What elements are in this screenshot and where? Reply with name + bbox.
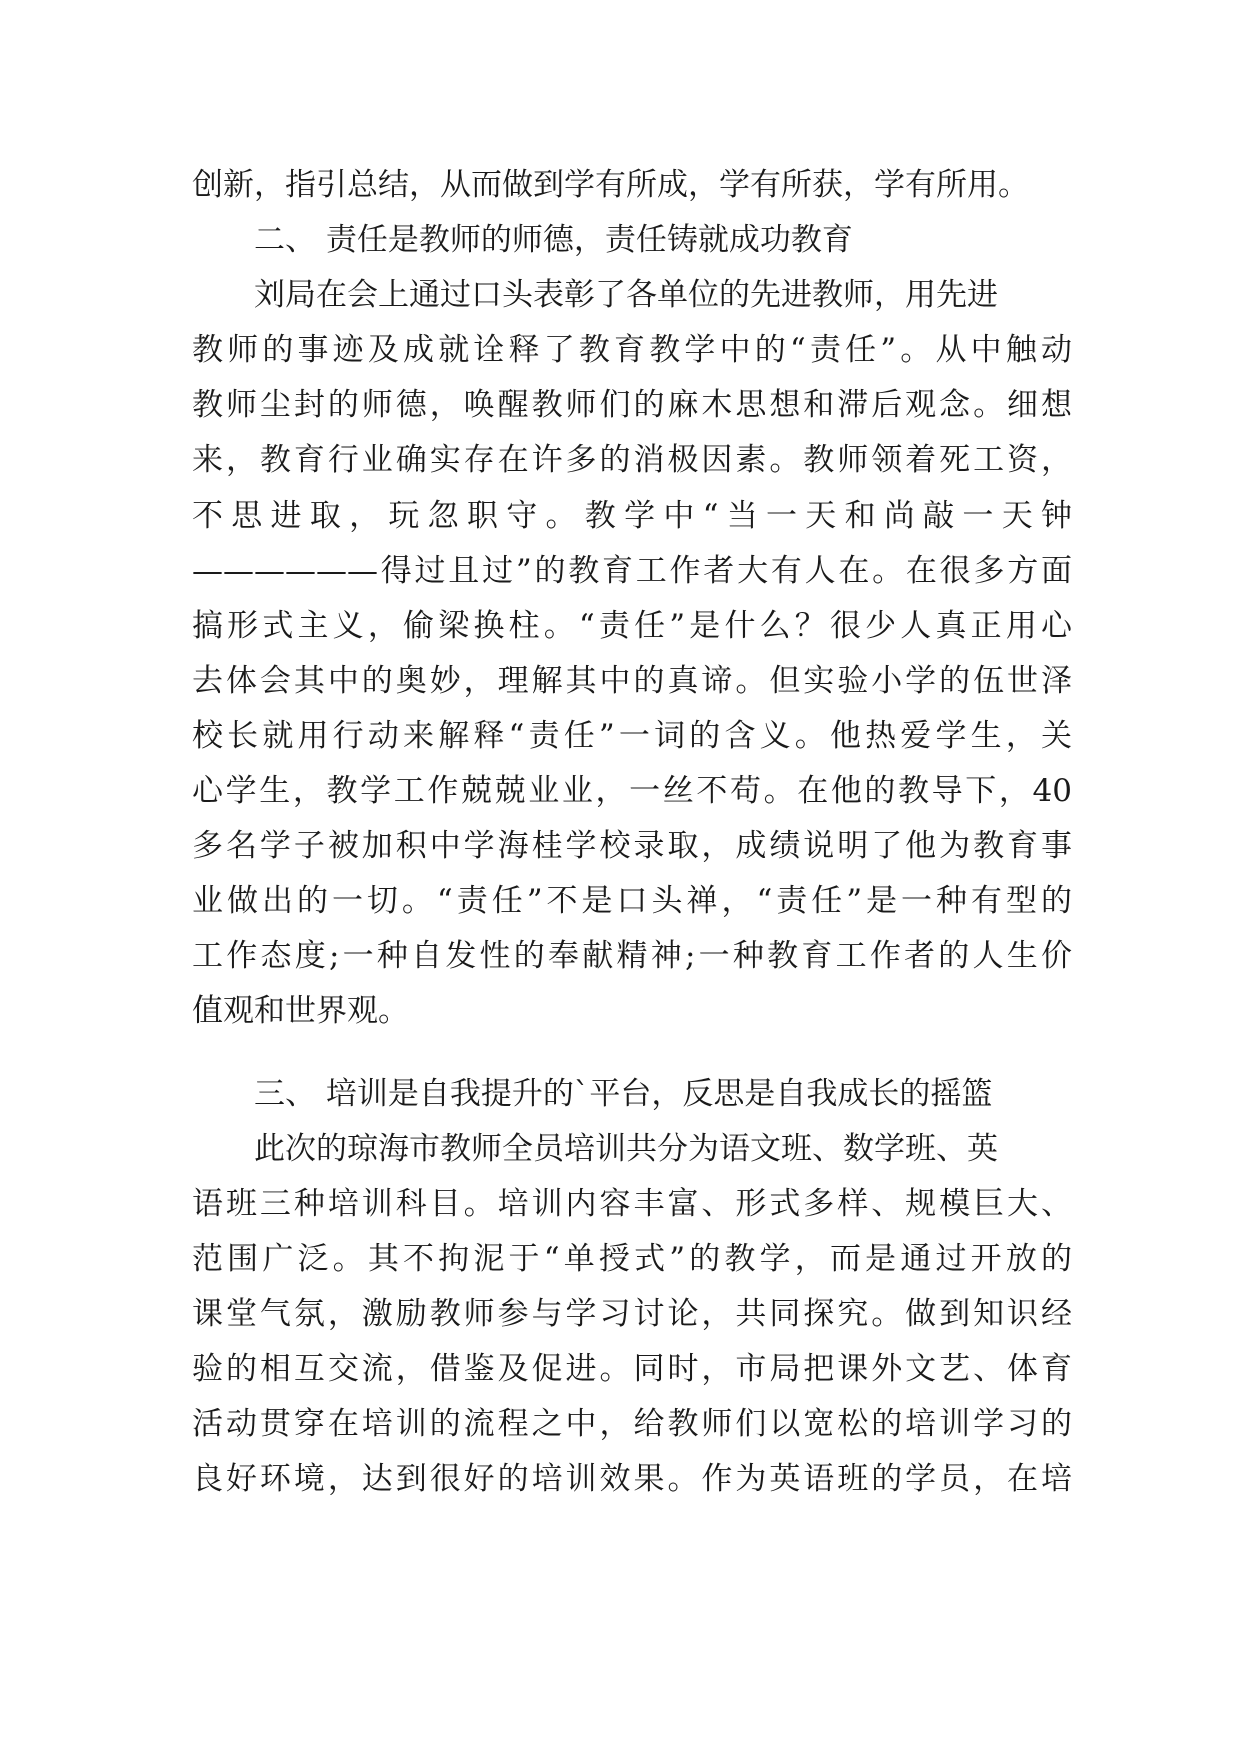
text-line: 搞形式主义，偷梁换柱。“责任”是什么？很少人真正用心	[192, 607, 1072, 644]
text-line: 范围广泛。其不拘泥于“单授式”的教学，而是通过开放的	[192, 1240, 1072, 1277]
text-line: 语班三种培训科目。培训内容丰富、形式多样、规模巨大、	[192, 1185, 1072, 1222]
text-line: 值观和世界观。	[192, 993, 409, 1030]
text-line: 工作态度;一种自发性的奉献精神;一种教育工作者的人生价	[192, 938, 1072, 975]
section-heading: 三、 培训是自我提升的`平台，反思是自我成长的摇篮	[254, 1075, 993, 1112]
text-line: 验的相互交流，借鉴及促进。同时，市局把课外文艺、体育	[192, 1350, 1072, 1387]
text-line: 不思进取，玩忽职守。教学中“当一天和尚敲一天钟	[192, 497, 1072, 534]
text-line: 业做出的一切。“责任”不是口头禅，“责任”是一种有型的	[192, 883, 1072, 920]
document-body	[192, 158, 1072, 1507]
text-line: 刘局在会上通过口头表彰了各单位的先进教师，用先进	[254, 277, 998, 314]
section-heading: 二、 责任是教师的师德，责任铸就成功教育	[254, 222, 853, 259]
text-line: 创新，指引总结，从而做到学有所成，学有所获，学有所用。	[192, 167, 1029, 203]
paragraph-gap	[192, 1040, 1072, 1067]
text-line: 去体会其中的奥妙，理解其中的真谛。但实验小学的伍世泽	[192, 662, 1072, 699]
text-line: 此次的琼海市教师全员培训共分为语文班、数学班、英	[254, 1130, 998, 1167]
text-line: 教师的事迹及成就诠释了教育教学中的“责任”。从中触动	[192, 332, 1072, 369]
text-line: 课堂气氛，激励教师参与学习讨论，共同探究。做到知识经	[192, 1295, 1072, 1332]
text-line: 多名学子被加积中学海桂学校录取，成绩说明了他为教育事	[192, 828, 1072, 865]
text-line: ——————得过且过”的教育工作者大有人在。在很多方面	[192, 552, 1072, 589]
text-line: 心学生，教学工作兢兢业业，一丝不苟。在他的教导下，40	[192, 773, 1072, 810]
text-line: 校长就用行动来解释“责任”一词的含义。他热爱学生，关	[192, 717, 1072, 754]
text-line: 良好环境，达到很好的培训效果。作为英语班的学员，在培	[192, 1461, 1072, 1498]
text-line: 来，教育行业确实存在许多的消极因素。教师领着死工资，	[192, 442, 1072, 479]
text-line: 教师尘封的师德，唤醒教师们的麻木思想和滞后观念。细想	[192, 387, 1072, 424]
text-line: 活动贯穿在培训的流程之中，给教师们以宽松的培训学习的	[192, 1406, 1072, 1443]
